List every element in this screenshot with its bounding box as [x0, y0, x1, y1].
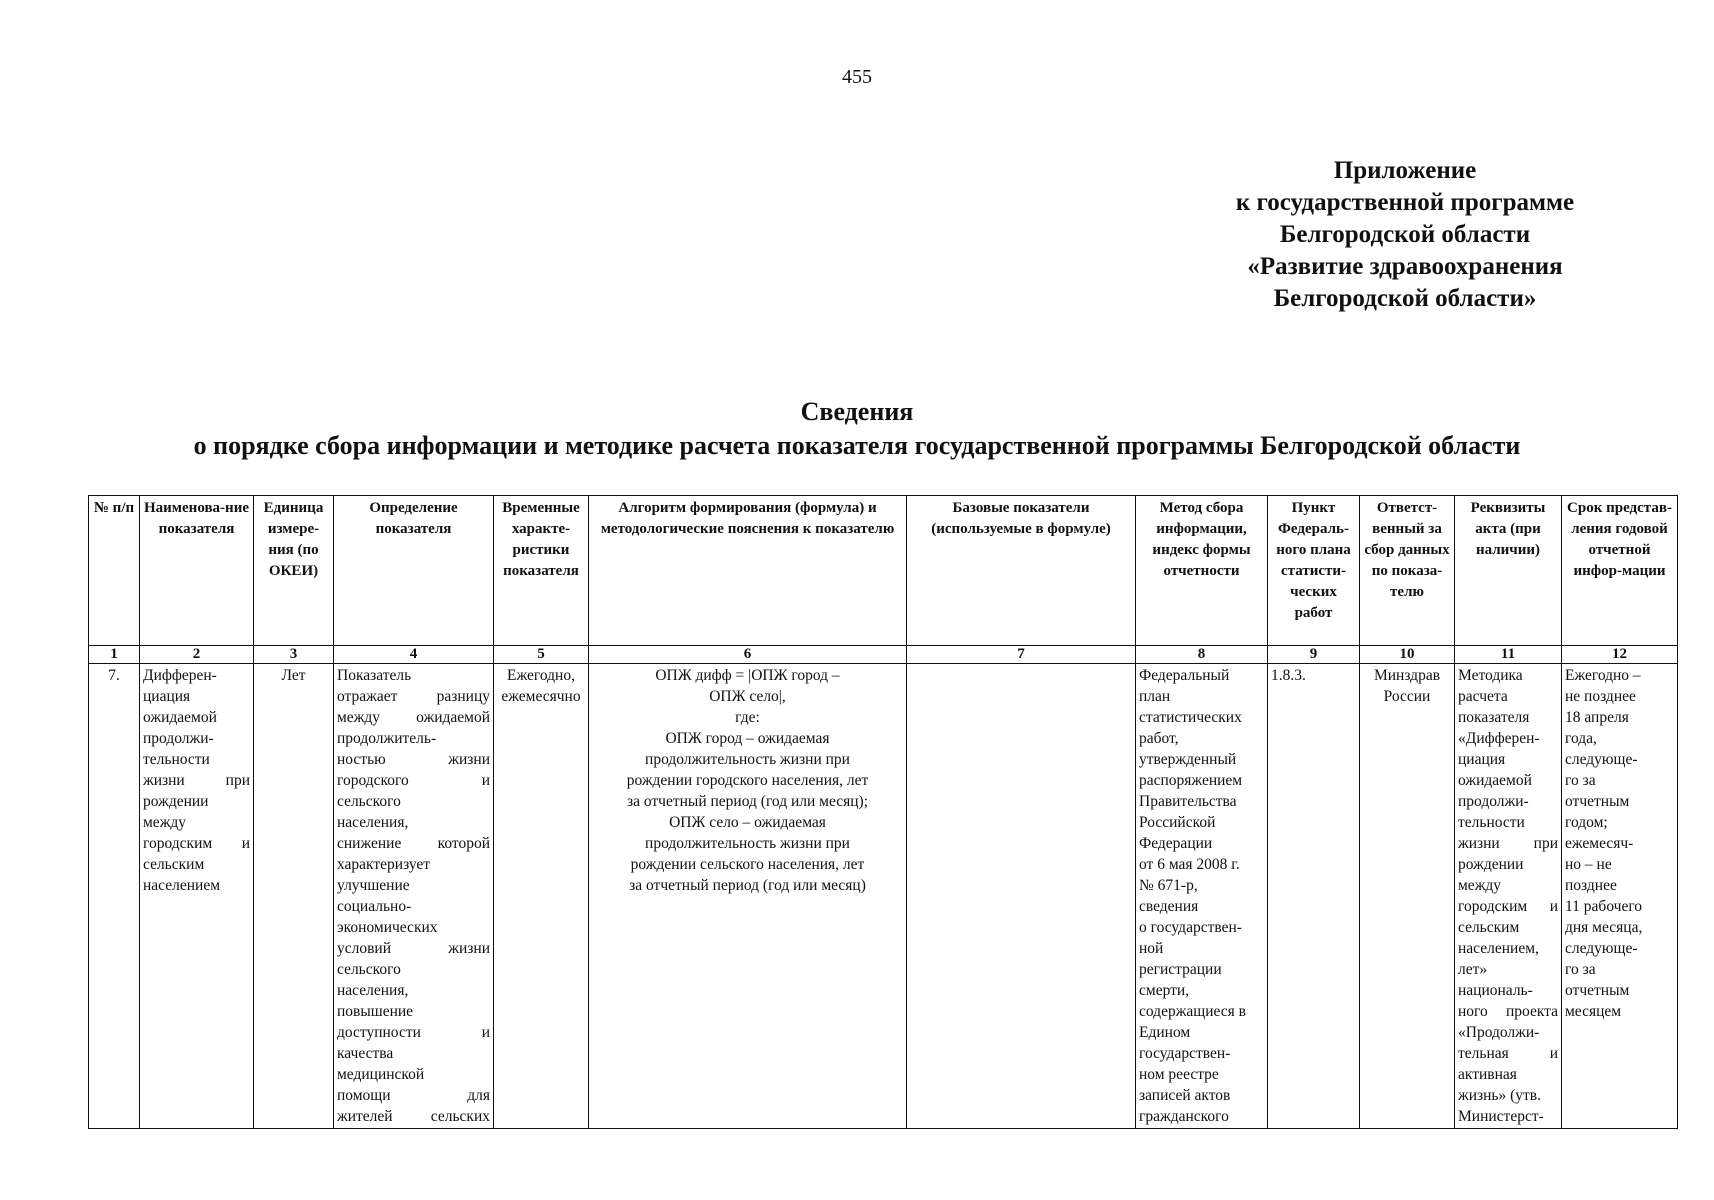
table-header-row: [89, 496, 1678, 646]
cell-text-line: рождении: [1458, 856, 1524, 873]
cell-text-line: но – не: [1565, 856, 1612, 873]
header-cell: № п/п: [89, 496, 140, 646]
cell-text-line: продолжи-: [143, 730, 214, 747]
cell-text-line: сельским: [1458, 919, 1520, 936]
cell-text-line: жизни при: [1458, 835, 1558, 852]
table-row: [89, 664, 1678, 1129]
cell-text-line: помощи для: [337, 1087, 490, 1104]
cell-text-line: сведения: [1139, 898, 1199, 915]
cell-text-line: смерти,: [1139, 982, 1190, 999]
cell-text-line: годом;: [1565, 814, 1608, 831]
cell-text-line: 18 апреля: [1565, 709, 1629, 726]
cell-text-line: регистрации: [1139, 961, 1222, 978]
cell-text-line: содержащиеся в: [1139, 1003, 1246, 1020]
header-cell: Определение показателя: [334, 496, 494, 646]
cell-time-characteristics: [494, 664, 589, 1129]
cell-text-line: ОПЖ село|,: [709, 688, 786, 705]
cell-text-line: активная: [1458, 1066, 1517, 1083]
title-line-1: Сведения: [800, 397, 914, 426]
cell-text-line: Едином: [1139, 1024, 1191, 1041]
appendix-line: «Развитие здравоохранения: [1247, 253, 1563, 280]
cell-text-line: статистических: [1139, 709, 1242, 726]
title-line-2: о порядке сбора информации и методике расчета показателя государственной программы Белгородской области: [193, 431, 1521, 460]
header-cell: Метод сбора информации, индекс формы отчетности: [1136, 496, 1268, 646]
document-title: [0, 395, 1714, 463]
cell-text-line: где:: [735, 709, 760, 726]
cell-deadline: [1562, 664, 1678, 1129]
cell-text-line: снижение которой: [337, 835, 490, 852]
cell-text-line: тельная и: [1458, 1045, 1558, 1062]
cell-text-line: населением: [143, 877, 221, 894]
cell-text-line: ожидаемой: [1458, 772, 1532, 789]
cell-text-line: о государствен-: [1139, 919, 1242, 936]
appendix-line: Белгородской области: [1279, 221, 1531, 248]
cell-text-line: Ежегодно –: [1565, 667, 1641, 684]
cell-text-line: Дифферен-: [143, 667, 217, 684]
column-number: 9: [1268, 646, 1360, 664]
cell-text-line: ной: [1139, 940, 1164, 957]
header-cell: Алгоритм формирования (формула) и методологические пояснения к показателю: [589, 496, 907, 646]
cell-text-line: жизнь» (утв.: [1458, 1087, 1541, 1104]
cell-text-line: следующе-: [1565, 940, 1638, 957]
cell-text-line: циация: [143, 688, 191, 705]
cell-text-line: населения,: [337, 982, 409, 999]
cell-text-line: населения,: [337, 814, 409, 831]
header-cell: Ответст-венный за сбор данных по показа-телю: [1360, 496, 1455, 646]
cell-text-line: между: [143, 814, 187, 831]
header-cell: Единица измере-ния (по ОКЕИ): [254, 496, 334, 646]
column-number: 5: [494, 646, 589, 664]
cell-text-line: характеризует: [337, 856, 431, 873]
cell-text-line: расчета: [1458, 688, 1508, 705]
cell-text-line: работ,: [1139, 730, 1179, 747]
header-cell: Наименова-ние показателя: [140, 496, 254, 646]
cell-text-line: не позднее: [1565, 688, 1636, 705]
cell-text-line: социально-: [337, 898, 412, 915]
cell-text-line: Федерации: [1139, 835, 1213, 852]
cell-text-line: рождении: [143, 793, 209, 810]
cell-text-line: план: [1139, 688, 1171, 705]
column-number: 1: [89, 646, 140, 664]
cell-text-line: ОПЖ село – ожидаемая: [669, 814, 826, 831]
cell-text-line: ОПЖ дифф = |ОПЖ город –: [655, 667, 840, 684]
cell-text-line: тельности: [143, 751, 210, 768]
cell-text-line: распоряжением: [1139, 772, 1243, 789]
cell-text-line: сельским: [143, 856, 205, 873]
cell-text-line: ежемесячно: [501, 688, 581, 705]
cell-text-line: лет»: [1458, 961, 1488, 978]
cell-unit: Лет: [254, 664, 334, 1129]
cell-text-line: условий жизни: [337, 940, 490, 957]
column-number: 7: [907, 646, 1136, 664]
cell-text-line: экономических: [337, 919, 438, 936]
cell-text-line: за отчетный период (год или месяц): [629, 877, 866, 894]
cell-text-line: Министерст-: [1458, 1108, 1544, 1125]
appendix-line: Белгородской области»: [1273, 285, 1537, 312]
cell-text-line: жителей сельских: [337, 1108, 490, 1125]
cell-text-line: рождении сельского населения, лет: [630, 856, 865, 873]
header-cell: Базовые показатели (используемые в формуле): [907, 496, 1136, 646]
column-number: 6: [589, 646, 907, 664]
cell-row-number: 7.: [89, 664, 140, 1129]
cell-definition: [334, 664, 494, 1129]
cell-text-line: жизни при: [143, 772, 250, 789]
cell-text-line: сельского: [337, 961, 401, 978]
column-number: 8: [1136, 646, 1268, 664]
cell-federal-plan-item: 1.8.3.: [1268, 664, 1360, 1129]
header-cell: Реквизиты акта (при наличии): [1455, 496, 1562, 646]
cell-text-line: городским и: [143, 835, 250, 852]
cell-text-line: го за: [1565, 772, 1596, 789]
appendix-header: [1180, 155, 1630, 315]
cell-text-line: отчетным: [1565, 982, 1630, 999]
cell-text-line: ностью жизни: [337, 751, 490, 768]
appendix-line: Приложение: [1333, 157, 1477, 184]
cell-text-line: записей актов: [1139, 1087, 1231, 1104]
cell-text-line: продолжитель-: [337, 730, 437, 747]
cell-text-line: продолжительность жизни при: [645, 751, 850, 768]
cell-text-line: гражданского: [1139, 1108, 1229, 1125]
cell-text-line: городского и: [337, 772, 490, 789]
column-number: 12: [1562, 646, 1678, 664]
cell-text-line: ежемесяч-: [1565, 835, 1634, 852]
cell-text-line: ного проекта: [1458, 1003, 1558, 1020]
cell-text-line: продолжи-: [1458, 793, 1529, 810]
cell-text-line: следующе-: [1565, 751, 1638, 768]
cell-text-line: циация: [1458, 751, 1506, 768]
cell-text-line: 11 рабочего: [1565, 898, 1643, 915]
cell-collection-method: [1136, 664, 1268, 1129]
cell-text-line: № 671-р,: [1139, 877, 1198, 894]
cell-text-line: го за: [1565, 961, 1596, 978]
column-number: 4: [334, 646, 494, 664]
cell-text-line: Ежегодно,: [507, 667, 575, 684]
cell-text-line: ожидаемой: [143, 709, 217, 726]
cell-base-indicators: [907, 664, 1136, 1129]
cell-text-line: России: [1383, 688, 1431, 705]
cell-text-line: государствен-: [1139, 1045, 1231, 1062]
cell-text-line: повышение: [337, 1003, 414, 1020]
cell-text-line: Правительства: [1139, 793, 1237, 810]
cell-text-line: улучшение: [337, 877, 410, 894]
cell-responsible: [1360, 664, 1455, 1129]
cell-text-line: дня месяца,: [1565, 919, 1643, 936]
header-cell: Пункт Федераль-ного плана статисти-ческих работ: [1268, 496, 1360, 646]
cell-text-line: между ожидаемой: [337, 709, 490, 726]
cell-text-line: националь-: [1458, 982, 1533, 999]
cell-text-line: отчетным: [1565, 793, 1630, 810]
cell-text-line: населением,: [1458, 940, 1539, 957]
cell-text-line: «Дифферен-: [1458, 730, 1540, 747]
cell-text-line: Методика: [1458, 667, 1523, 684]
cell-text-line: городским и: [1458, 898, 1558, 915]
page-number: 455: [842, 66, 872, 88]
header-cell: Временные характе-ристики показателя: [494, 496, 589, 646]
cell-text-line: года,: [1565, 730, 1597, 747]
indicator-table: [88, 495, 1678, 1129]
column-number-row: [89, 646, 1678, 664]
cell-text-line: Федеральный: [1139, 667, 1230, 684]
cell-text-line: утвержденный: [1139, 751, 1237, 768]
cell-act-details: [1455, 664, 1562, 1129]
column-number: 2: [140, 646, 254, 664]
cell-algorithm: [589, 664, 907, 1129]
cell-text-line: позднее: [1565, 877, 1617, 894]
cell-text-line: «Продолжи-: [1458, 1024, 1540, 1041]
cell-text-line: ном реестре: [1139, 1066, 1219, 1083]
cell-text-line: медицинской: [337, 1066, 425, 1083]
cell-text-line: месяцем: [1565, 1003, 1622, 1020]
cell-text-line: показателя: [1458, 709, 1530, 726]
cell-text-line: продолжительность жизни при: [645, 835, 850, 852]
cell-text-line: сельского: [337, 793, 401, 810]
column-number: 11: [1455, 646, 1562, 664]
cell-text-line: тельности: [1458, 814, 1525, 831]
cell-text-line: Российской: [1139, 814, 1216, 831]
cell-indicator-name: [140, 664, 254, 1129]
cell-text-line: ОПЖ город – ожидаемая: [665, 730, 830, 747]
cell-text-line: Минздрав: [1373, 667, 1441, 684]
header-cell: Срок представ-ления годовой отчетной инфор-мации: [1562, 496, 1678, 646]
cell-text-line: рождении городского населения, лет: [626, 772, 869, 789]
column-number: 3: [254, 646, 334, 664]
column-number: 10: [1360, 646, 1455, 664]
cell-text-line: между: [1458, 877, 1502, 894]
appendix-line: к государственной программе: [1235, 189, 1575, 216]
cell-text-line: от 6 мая 2008 г.: [1139, 856, 1240, 873]
cell-text-line: Показатель: [337, 667, 412, 684]
cell-text-line: доступности и: [337, 1024, 490, 1041]
cell-text-line: отражает разницу: [337, 688, 490, 705]
cell-text-line: за отчетный период (год или месяц);: [626, 793, 869, 810]
cell-text-line: качества: [337, 1045, 394, 1062]
